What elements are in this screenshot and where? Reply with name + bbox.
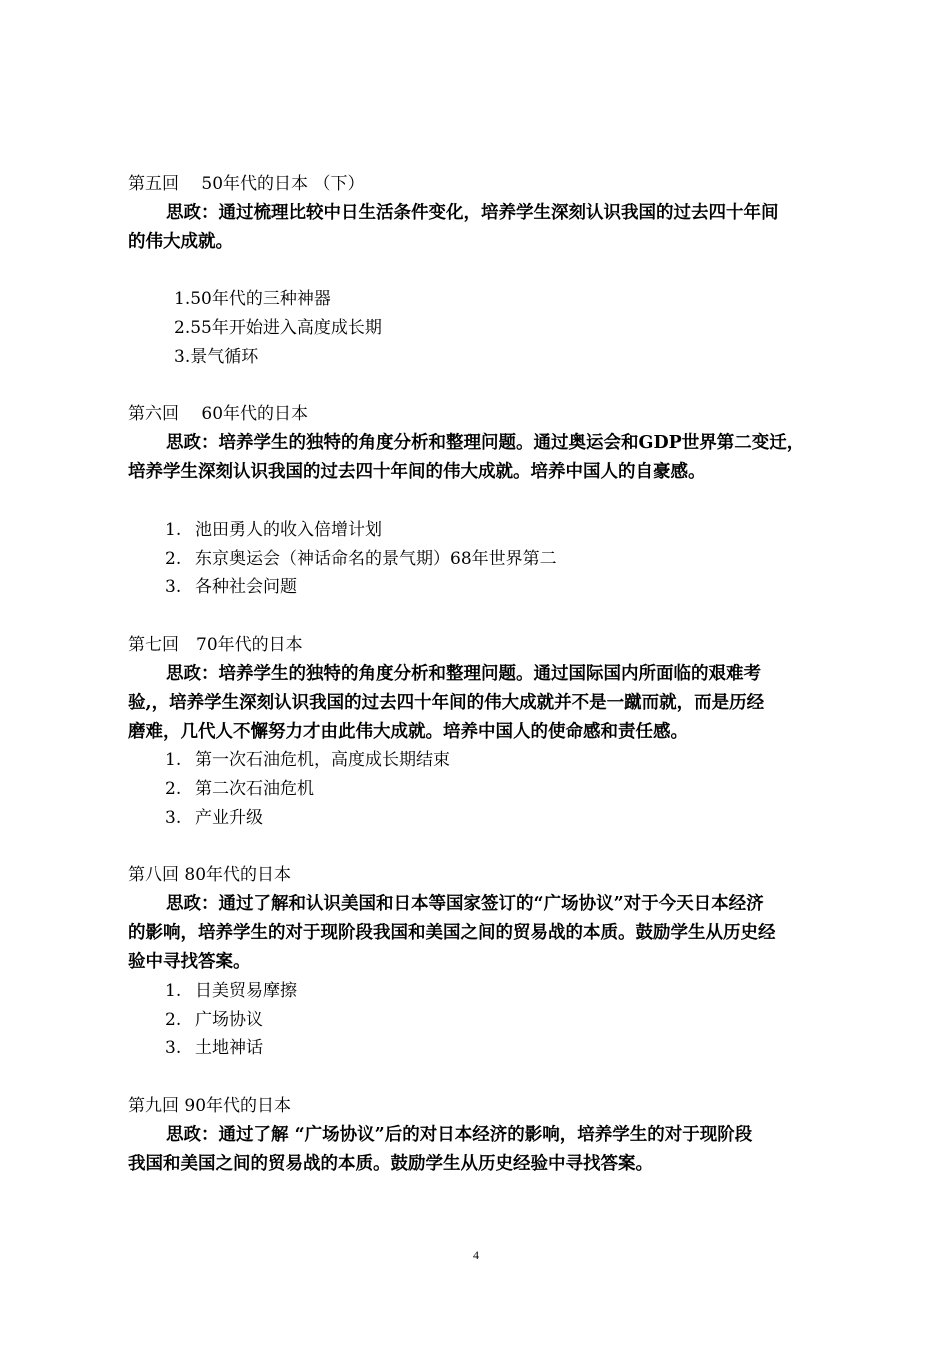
page-number: 4 <box>473 1248 479 1262</box>
section-heading: 第八回 80年代的日本 <box>128 865 292 885</box>
sizheng-text: 思政：培养学生的独特的角度分析和整理问题。通过奥运会和GDP世界第二变迁， <box>166 433 805 453</box>
list-index: 2. <box>165 549 182 569</box>
list-item-text: 各种社会问题 <box>195 577 297 597</box>
list-index: 1. <box>165 520 182 540</box>
list-item: 2.55年开始进入高度成长期 <box>174 318 382 338</box>
list-item <box>165 1006 263 1035</box>
list-item-text: 日美贸易摩擦 <box>195 981 297 1001</box>
list-index: 1. <box>165 750 182 770</box>
section-heading: 第七回 70年代的日本 <box>128 635 303 655</box>
sizheng-text: 培养学生深刻认识我国的过去四十年间的伟大成就。培养中国人的自豪感。 <box>128 462 706 482</box>
sizheng-text: 的伟大成就。 <box>128 232 233 252</box>
sizheng-text: 验中寻找答案。 <box>128 952 251 972</box>
sizheng-text: 思政：通过了解 “广场协议”后的对日本经济的影响，培养学生的对于现阶段 <box>166 1125 753 1145</box>
list-index: 3. <box>165 1038 182 1058</box>
list-item <box>165 1034 263 1063</box>
list-item: 3.景气循环 <box>174 347 259 367</box>
sizheng-text: 思政：培养学生的独特的角度分析和整理问题。通过国际国内所面临的艰难考 <box>166 664 761 684</box>
list-item <box>165 775 314 804</box>
list-item <box>165 573 297 602</box>
section-heading: 第六回 60年代的日本 <box>128 404 309 424</box>
sizheng-text: 思政：通过了解和认识美国和日本等国家签订的“广场协议”对于今天日本经济 <box>166 894 764 914</box>
list-item-text: 东京奥运会（神话命名的景气期）68年世界第二 <box>195 549 557 569</box>
sizheng-text: 磨难，几代人不懈努力才由此伟大成就。培养中国人的使命感和责任感。 <box>128 722 688 742</box>
list-item <box>165 545 557 574</box>
list-index: 2. <box>165 779 182 799</box>
list-item-text: 产业升级 <box>195 808 263 828</box>
list-index: 3. <box>165 577 182 597</box>
list-index: 2. <box>165 1010 182 1030</box>
list-item: 1.50年代的三种神器 <box>174 289 331 309</box>
list-item-text: 第一次石油危机，高度成长期结束 <box>195 750 450 770</box>
list-item-text: 池田勇人的收入倍增计划 <box>195 520 382 540</box>
list-item <box>165 746 450 775</box>
list-item-text: 土地神话 <box>195 1038 263 1058</box>
list-item <box>165 804 263 833</box>
sizheng-text: 的影响，培养学生的对于现阶段我国和美国之间的贸易战的本质。鼓励学生从历史经 <box>128 923 776 943</box>
list-index: 1. <box>165 981 182 1001</box>
list-item <box>165 516 382 545</box>
sizheng-text: 我国和美国之间的贸易战的本质。鼓励学生从历史经验中寻找答案。 <box>128 1154 653 1174</box>
section-heading: 第五回 50年代的日本 （下） <box>128 174 365 194</box>
sizheng-text: 思政：通过梳理比较中日生活条件变化，培养学生深刻认识我国的过去四十年间 <box>166 203 779 223</box>
list-item-text: 第二次石油危机 <box>195 779 314 799</box>
sizheng-text: 验,，培养学生深刻认识我国的过去四十年间的伟大成就并不是一蹴而就，而是历经 <box>128 693 765 713</box>
list-index: 3. <box>165 808 182 828</box>
list-item-text: 广场协议 <box>195 1010 263 1030</box>
section-heading: 第九回 90年代的日本 <box>128 1096 292 1116</box>
list-item <box>165 977 297 1006</box>
